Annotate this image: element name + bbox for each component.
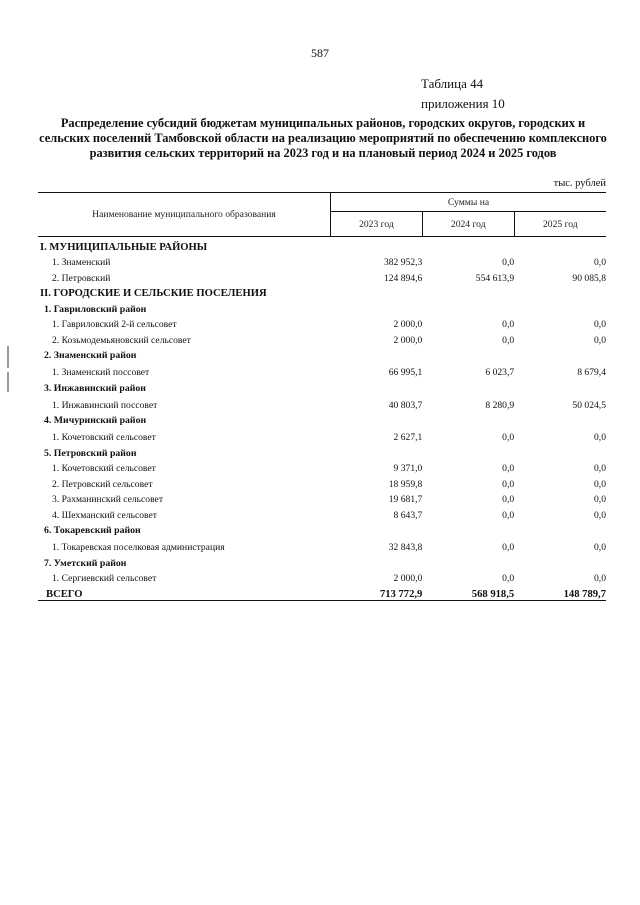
row-name: 1. Кочетовский сельсовет [52, 432, 156, 443]
row-name: 4. Шехманский сельсовет [52, 509, 157, 521]
header-municipality: Наименование муниципального образования [38, 193, 331, 237]
row-name: I. МУНИЦИПАЛЬНЫЕ РАЙОНЫ [40, 241, 208, 253]
value-2025: 0,0 [594, 478, 606, 490]
table-row [38, 268, 606, 284]
scan-mark [7, 372, 9, 392]
value-2025 [514, 443, 606, 459]
header-sums: Суммы на [331, 193, 607, 212]
value-2024 [422, 443, 514, 459]
row-name: 7. Уметский район [44, 557, 127, 569]
table-row [38, 536, 606, 553]
value-2023: 382 952,3 [383, 257, 423, 268]
value-2025 [514, 284, 606, 300]
value-2024: 0,0 [502, 432, 515, 443]
value-2024 [422, 411, 514, 427]
table-label: Таблица 44 [421, 76, 484, 91]
district-heading-row [38, 443, 606, 459]
value-2024: 0,0 [502, 509, 515, 521]
value-2024 [422, 553, 514, 569]
value-2024 [422, 299, 514, 315]
table-header [38, 193, 606, 237]
value-2024: 0,0 [502, 494, 515, 505]
table-row [38, 253, 606, 269]
row-name: 3. Инжавинский район [44, 382, 146, 394]
value-2024: 554 613,9 [475, 272, 515, 284]
total-row [38, 584, 606, 600]
district-heading-row [38, 411, 606, 427]
row-name: 1. Инжавинский поссовет [52, 399, 158, 411]
value-2023 [331, 237, 423, 253]
value-2023: 713 772,9 [331, 584, 423, 600]
value-2025: 0,0 [594, 509, 606, 521]
row-name: 1. Сергиевский сельсовет [52, 573, 157, 584]
page-number: 587 [311, 46, 329, 60]
value-2025 [514, 237, 606, 253]
row-name: 1. Знаменский поссовет [52, 367, 150, 378]
row-name: 2. Петровский сельсовет [52, 478, 153, 490]
value-2023: 19 681,7 [388, 494, 423, 505]
row-name: 2. Знаменский район [44, 350, 137, 361]
subsidy-table [38, 192, 606, 601]
value-2024 [422, 237, 514, 253]
row-name: 6. Токаревский район [44, 525, 141, 536]
value-2024: 8 280,9 [485, 399, 515, 411]
value-2024 [422, 284, 514, 300]
row-name: 2. Петровский [52, 272, 111, 284]
value-2025: 50 024,5 [572, 399, 606, 411]
value-2024: 0,0 [502, 257, 515, 268]
value-2024: 0,0 [502, 319, 515, 330]
header-year-2024: 2024 год [422, 212, 514, 237]
value-2023: 124 894,6 [383, 272, 423, 284]
table-row [38, 459, 606, 475]
value-2025: 0,0 [594, 257, 606, 268]
value-2024 [422, 521, 514, 537]
row-name: 3. Рахманинский сельсовет [52, 494, 164, 505]
value-2024: 568 918,5 [422, 584, 514, 600]
value-2025: 0,0 [594, 494, 606, 505]
row-name: 1. Кочетовский сельсовет [52, 463, 156, 474]
appendix-label: приложения 10 [421, 96, 505, 111]
value-2024: 0,0 [502, 334, 515, 346]
value-2025: 148 789,7 [514, 584, 606, 600]
value-2024: 0,0 [502, 542, 515, 553]
table-row [38, 474, 606, 490]
table-row [38, 315, 606, 331]
value-2023 [331, 443, 423, 459]
units-label: тыс. рублей [553, 178, 606, 189]
row-name: II. ГОРОДСКИЕ И СЕЛЬСКИЕ ПОСЕЛЕНИЯ [40, 288, 267, 299]
value-2024 [422, 378, 514, 394]
row-name: 5. Петровский район [44, 447, 137, 459]
value-2023: 2 000,0 [393, 573, 423, 584]
value-2023: 2 627,1 [393, 432, 423, 443]
value-2023: 66 995,1 [388, 367, 423, 378]
value-2025: 0,0 [594, 432, 606, 443]
value-2025: 0,0 [594, 334, 606, 346]
value-2023 [331, 521, 423, 537]
header-year-2025: 2025 год [514, 212, 606, 237]
document-title: Распределение субсидий бюджетам муниципальных районов, городских округов, городских и сельских поселений Тамбовской области на реализацию мероприятий по обеспечению комплексного развития сельских территорий на 2023 год и на плановый период 2024 и 2025 годов [39, 116, 607, 160]
value-2023 [331, 299, 423, 315]
value-2024: 0,0 [502, 478, 515, 490]
table-row [38, 361, 606, 378]
value-2023: 2 000,0 [393, 334, 423, 346]
value-2025 [514, 521, 606, 537]
value-2023: 40 803,7 [388, 399, 423, 411]
value-2025: 0,0 [594, 573, 606, 584]
value-2025: 8 679,4 [577, 367, 606, 378]
header-year-2023: 2023 год [331, 212, 423, 237]
table-row [38, 505, 606, 521]
value-2025 [514, 553, 606, 569]
value-2023 [331, 553, 423, 569]
value-2023: 2 000,0 [393, 319, 423, 330]
row-name: 1. Знаменский [52, 257, 111, 268]
value-2023: 18 959,8 [388, 478, 423, 490]
scan-mark [7, 346, 9, 368]
table-row [38, 426, 606, 443]
value-2023 [331, 378, 423, 394]
row-name: ВСЕГО [38, 584, 331, 600]
value-2023: 32 843,8 [388, 542, 423, 553]
value-2023: 8 643,7 [393, 509, 423, 521]
district-heading-row [38, 553, 606, 569]
section-heading-row [38, 237, 606, 253]
value-2024: 0,0 [502, 463, 515, 474]
row-name: 1. Гавриловский 2-й сельсовет [52, 319, 177, 330]
value-2023: 9 371,0 [393, 463, 423, 474]
row-name: 1. Гавриловский район [44, 303, 147, 315]
district-heading-row [38, 521, 606, 537]
district-heading-row [38, 346, 606, 362]
table-row [38, 330, 606, 346]
district-heading-row [38, 378, 606, 394]
value-2025 [514, 411, 606, 427]
value-2025: 0,0 [594, 542, 606, 553]
table-row [38, 394, 606, 411]
table-row [38, 490, 606, 506]
value-2025: 90 085,8 [572, 272, 606, 284]
row-name: 4. Мичуринский район [44, 415, 147, 426]
row-name: 2. Козьмодемьяновский сельсовет [52, 334, 191, 346]
table-row [38, 569, 606, 585]
section-heading-row [38, 284, 606, 300]
value-2024 [422, 346, 514, 362]
value-2023 [331, 346, 423, 362]
value-2025: 0,0 [594, 319, 606, 330]
value-2025: 0,0 [594, 463, 606, 474]
table-body [38, 237, 606, 601]
value-2025 [514, 378, 606, 394]
value-2025 [514, 346, 606, 362]
value-2023 [331, 284, 423, 300]
value-2024: 0,0 [502, 573, 515, 584]
value-2024: 6 023,7 [485, 367, 515, 378]
row-name: 1. Токаревская поселковая администрация [52, 542, 225, 553]
value-2023 [331, 411, 423, 427]
value-2025 [514, 299, 606, 315]
district-heading-row [38, 299, 606, 315]
